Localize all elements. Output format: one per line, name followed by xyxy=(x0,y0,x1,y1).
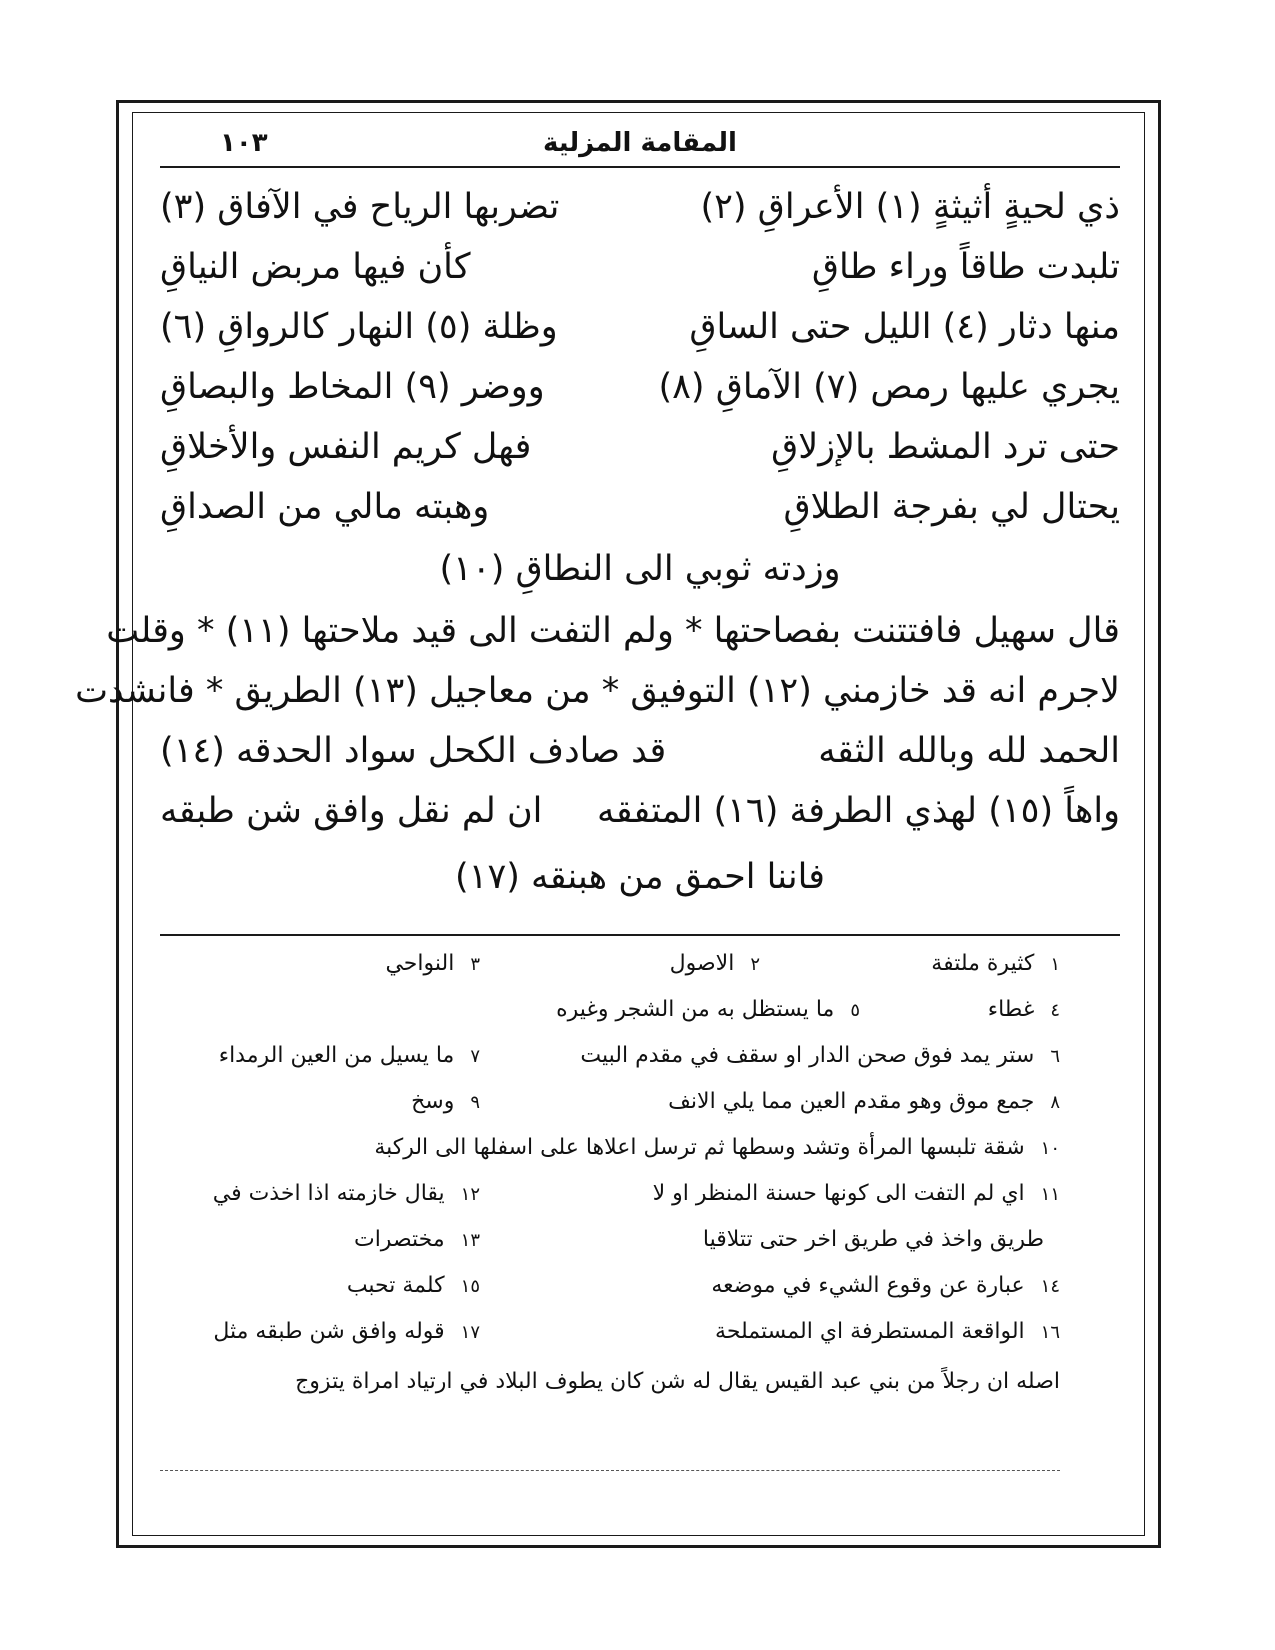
footnotes-rule xyxy=(160,934,1120,936)
page-number: ١٠٣ xyxy=(220,128,268,158)
verse-hemistich-second: ووضر (٩) المخاط والبصاقِ xyxy=(160,367,545,407)
verse-hemistich-first: منها دثار (٤) الليل حتى الساقِ xyxy=(689,307,1120,347)
verse-hemistich-first: يجري عليها رمص (٧) الآماقِ (٨) xyxy=(658,367,1120,407)
verse-centered-line: فاننا احمق من هبنقه (١٧) xyxy=(454,857,825,897)
footnote-item: ٦ستر يمد فوق صحن الدار او سقف في مقدم البيت xyxy=(580,1043,1060,1068)
footnote-item: ٢الاصول xyxy=(669,951,760,976)
verse-hemistich-first: حتى ترد المشط بالإزلاقِ xyxy=(771,427,1120,467)
footnote-line xyxy=(160,1220,1060,1260)
footnote-item: ٥ما يستظل به من الشجر وغيره xyxy=(556,997,860,1022)
footnote-line xyxy=(160,1036,1060,1076)
verse-centered-line: وزدته ثوبي الى النطاقِ (١٠) xyxy=(439,549,841,589)
footnote-item: ١٠شقة تلبسها المرأة وتشد وسطها ثم ترسل اعلاها على اسفلها الى الركبة xyxy=(374,1135,1060,1160)
footnote-item: ١٢يقال خازمته اذا اخذت في xyxy=(212,1181,480,1206)
footnote-item: ١٧قوله وافق شن طبقه مثل xyxy=(213,1319,480,1344)
footnote-item: ١٦الواقعة المستطرفة اي المستملحة xyxy=(715,1319,1060,1344)
verse-hemistich-second: ان لم نقل وافق شن طبقه xyxy=(160,791,543,831)
footnote-item: ١٤عبارة عن وقوع الشيء في موضعه xyxy=(711,1273,1060,1298)
footnote-line xyxy=(160,1174,1060,1214)
verse-line xyxy=(160,782,1120,840)
verse-hemistich-first: الحمد لله وبالله الثقه xyxy=(818,731,1120,771)
footnote-item: ٧ما يسيل من العين الرمداء xyxy=(218,1043,480,1068)
verse-hemistich-second: وهبته مالي من الصداقِ xyxy=(160,487,490,527)
footnote-line xyxy=(160,990,1060,1030)
verse-hemistich-second: قد صادف الكحل سواد الحدقه (١٤) xyxy=(160,731,667,771)
verse-hemistich-second: وظلة (٥) النهار كالرواقِ (٦) xyxy=(160,307,558,347)
footnote-line xyxy=(160,1266,1060,1306)
footnote-item: ٣النواحي xyxy=(385,951,480,976)
verse-hemistich-second: تضربها الرياح في الآفاق (٣) xyxy=(160,187,560,227)
footnote-line xyxy=(160,1312,1060,1352)
prose-line: قال سهيل فافتتنت بفصاحتها * ولم التفت الى قيد ملاحتها (١١) * وقلت xyxy=(106,611,1120,651)
prose-line: لاجرم انه قد خازمني (١٢) التوفيق * من معاجيل (١٣) الطريق * فانشدت xyxy=(75,671,1120,711)
footnote-line xyxy=(160,1082,1060,1122)
running-title: المقامة المزلية xyxy=(543,128,737,158)
footnote-line xyxy=(160,944,1060,984)
footnote-item: ٩وسخ xyxy=(411,1089,480,1114)
verse-line xyxy=(160,478,1120,536)
verse-line xyxy=(160,722,1120,780)
footnote-item: طريق واخذ في طريق اخر حتى تتلاقيا xyxy=(702,1227,1044,1252)
footnote-line xyxy=(160,1128,1060,1168)
verse-hemistich-second: فهل كريم النفس والأخلاقِ xyxy=(160,427,532,467)
footnote-item: ١٣مختصرات xyxy=(353,1227,480,1252)
footnote-item: ٤غطاء xyxy=(987,997,1060,1022)
verse-line xyxy=(160,298,1120,356)
verse-hemistich-first: تلبدت طاقاً وراء طاقِ xyxy=(811,247,1120,287)
header-rule xyxy=(160,166,1120,168)
verse-hemistich-first: يحتال لي بفرجة الطلاقِ xyxy=(783,487,1120,527)
footnote-item: ١٥كلمة تحبب xyxy=(346,1273,480,1298)
footnote-item: ٨جمع موق وهو مقدم العين مما يلي الانف xyxy=(668,1089,1060,1114)
verse-hemistich-first: واهاً (١٥) لهذي الطرفة (١٦) المتفقه xyxy=(596,791,1120,831)
footnote-item: ١١اي لم التفت الى كونها حسنة المنظر او لا xyxy=(652,1181,1060,1206)
bottom-rule xyxy=(160,1470,1060,1471)
verse-hemistich-first: ذي لحيةٍ أثيثةٍ (١) الأعراقِ (٢) xyxy=(700,187,1120,227)
verse-hemistich-second: كأن فيها مربض النياقِ xyxy=(160,247,471,287)
footnote-item: ١كثيرة ملتفة xyxy=(931,951,1060,976)
verse-line xyxy=(160,178,1120,236)
verse-line xyxy=(160,358,1120,416)
verse-line xyxy=(160,238,1120,296)
verse-line xyxy=(160,418,1120,476)
footnote-continuation: اصله ان رجلاً من بني عبد القيس يقال له شن كان يطوف البلاد في ارتياد امراة يتزوج xyxy=(295,1369,1060,1394)
page-header xyxy=(160,122,1120,166)
